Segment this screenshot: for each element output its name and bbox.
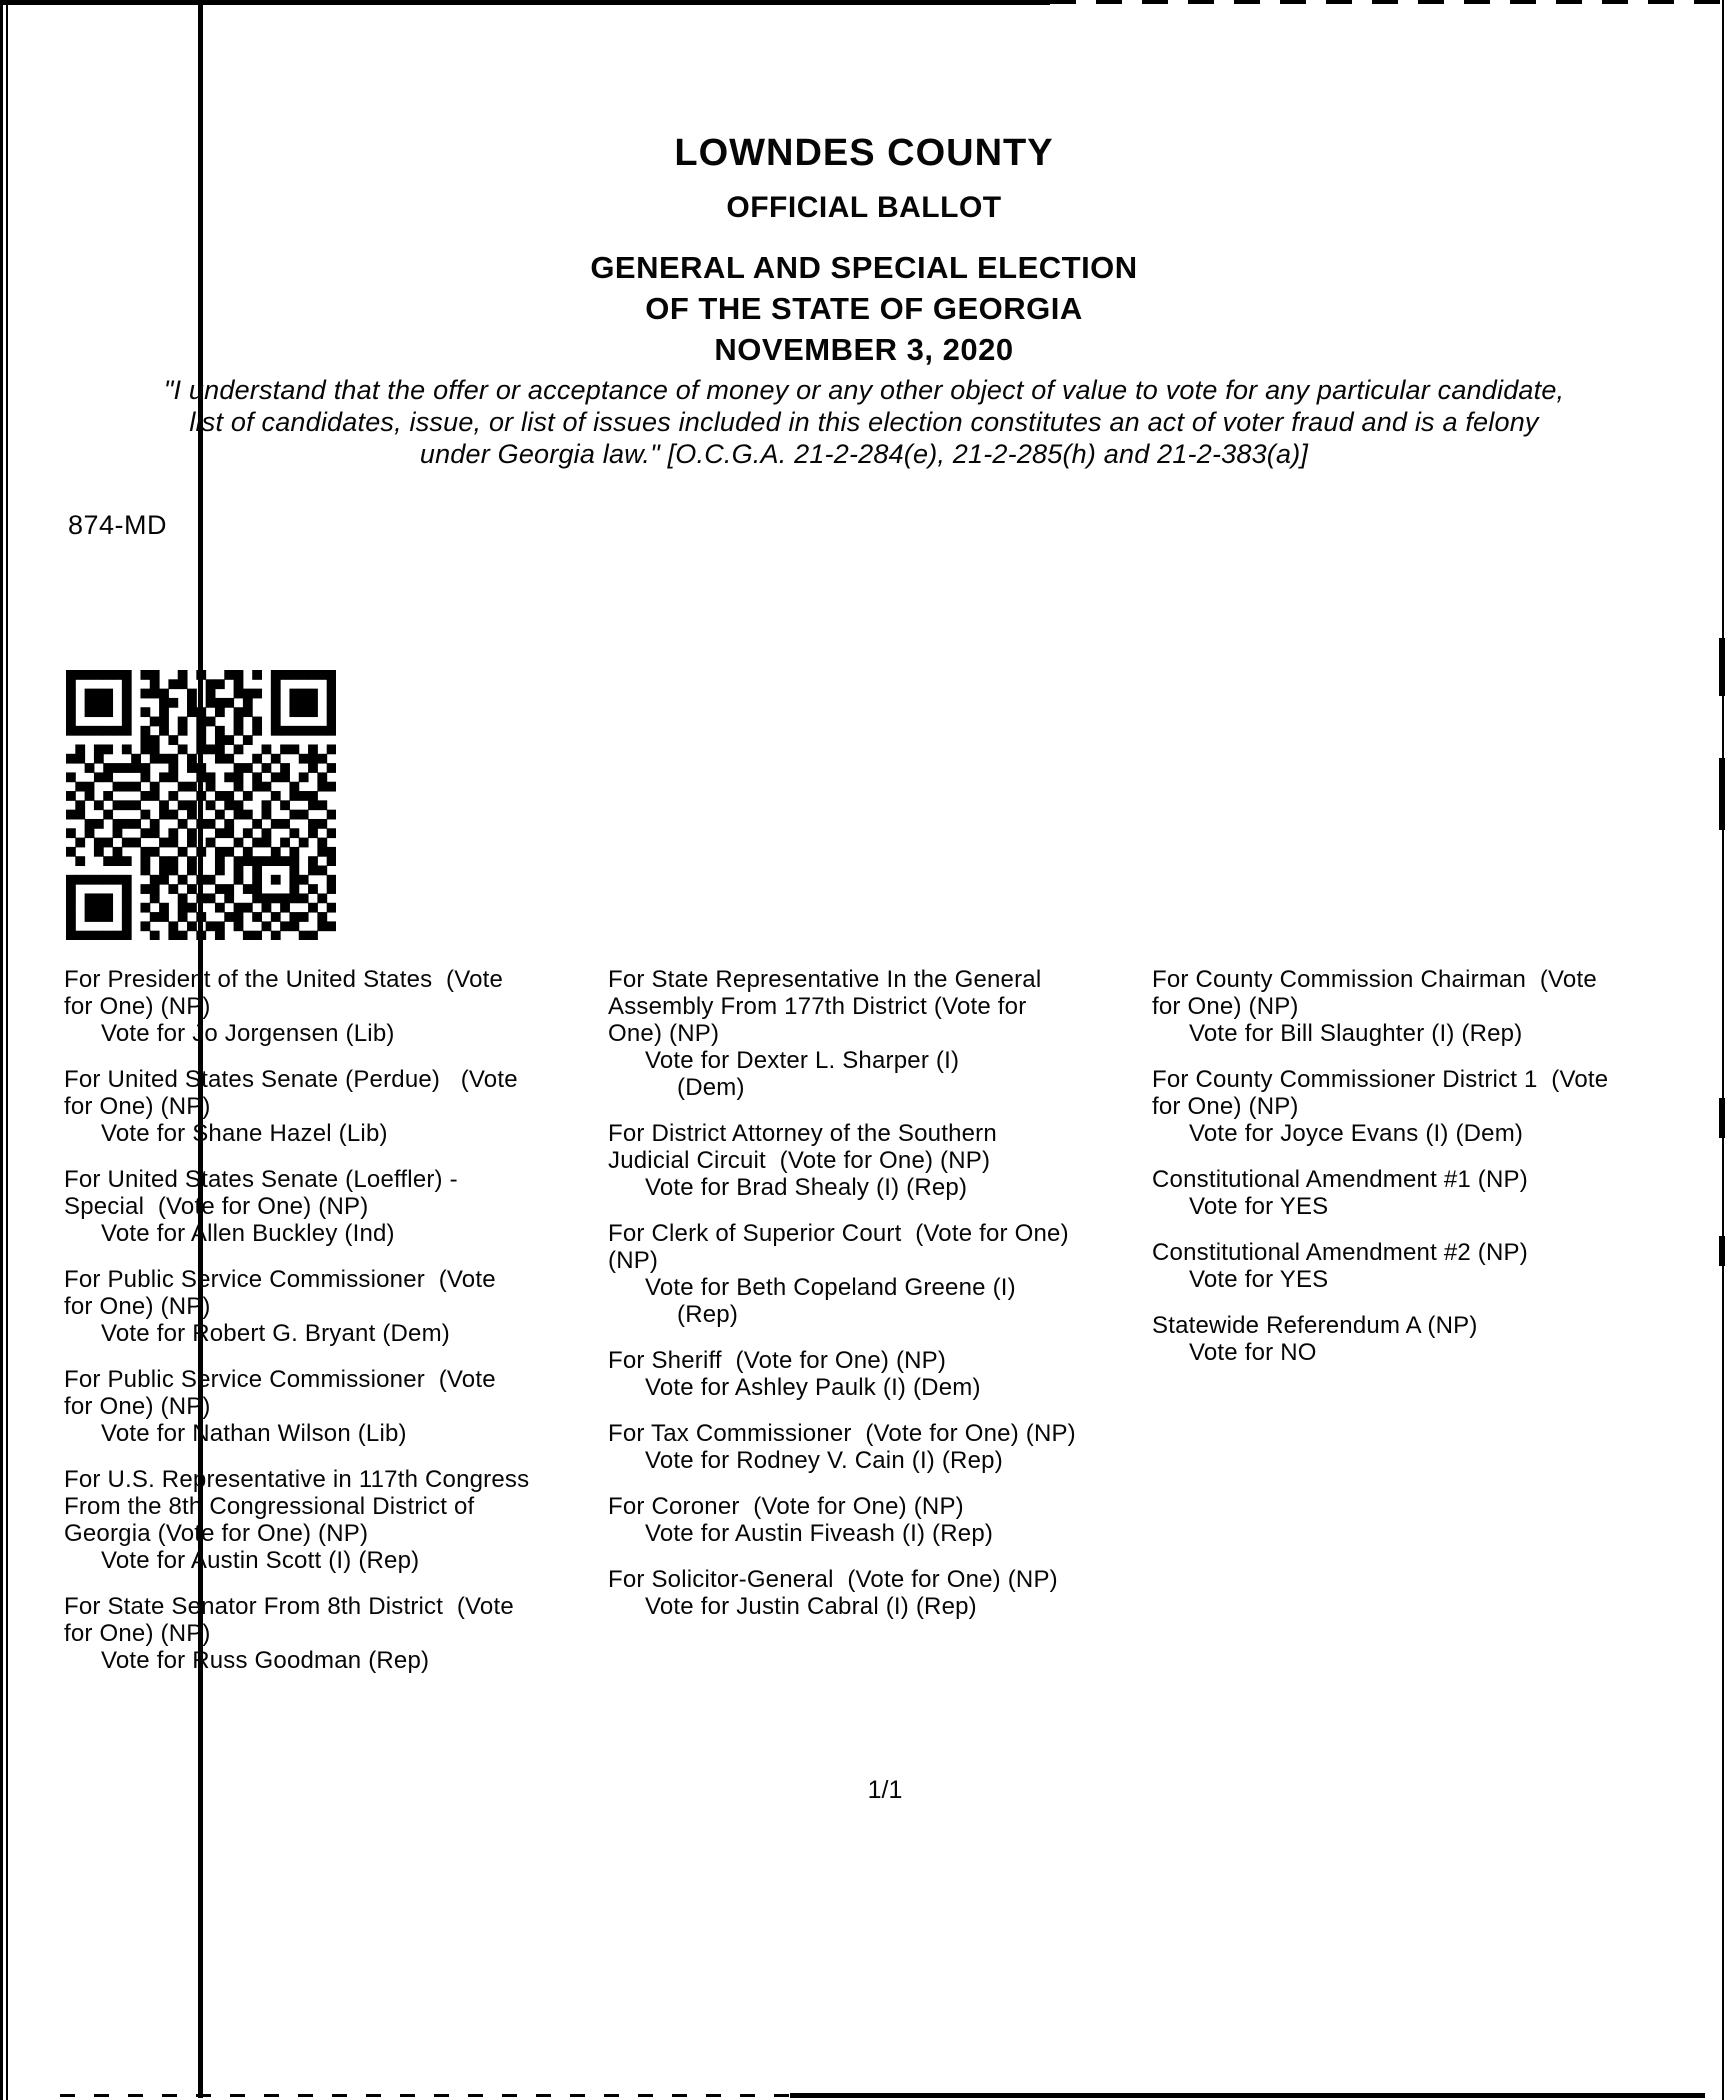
vote-selection-line: Vote for Joyce Evans (I) (Dem) — [1189, 1120, 1524, 1147]
race-title-line: (NP) — [608, 1247, 659, 1274]
race — [64, 1593, 529, 1674]
race-title-line: for One) (NP) — [1152, 1093, 1299, 1120]
race-title-line: Special (Vote for One) (NP) — [64, 1193, 369, 1220]
race — [64, 1166, 529, 1247]
race-title-line: for One) (NP) — [64, 1093, 211, 1120]
election-title-line: OF THE STATE OF GEORGIA — [645, 291, 1083, 326]
race-title-line: for One) (NP) — [1152, 993, 1299, 1020]
race-title-line: For State Senator From 8th District (Vote — [64, 1593, 514, 1620]
race — [608, 1120, 1076, 1201]
race-title-line: From the 8th Congressional District of — [64, 1493, 475, 1520]
race-title-line: Constitutional Amendment #1 (NP) — [1152, 1166, 1528, 1193]
race-title-line: For Solicitor-General (Vote for One) (NP) — [608, 1566, 1058, 1593]
election-title — [0, 247, 1728, 370]
race-title-line: Georgia (Vote for One) (NP) — [64, 1520, 369, 1547]
top-border-dashes — [1050, 0, 1728, 4]
election-title-line: NOVEMBER 3, 2020 — [714, 332, 1014, 367]
race — [1152, 1239, 1608, 1293]
vote-selection-line: (Rep) — [677, 1301, 739, 1328]
ballot-column-2 — [608, 966, 1076, 1639]
race — [64, 966, 529, 1047]
race-title-line: for One) (NP) — [64, 1393, 211, 1420]
vote-selection-line: Vote for Rodney V. Cain (I) (Rep) — [645, 1447, 1003, 1474]
vote-selection-line: (Dem) — [677, 1074, 745, 1101]
top-border-line — [0, 0, 1050, 5]
race-title-line: One) (NP) — [608, 1020, 720, 1047]
vote-selection-line: Vote for Shane Hazel (Lib) — [101, 1120, 388, 1147]
race-title-line: For United States Senate (Perdue) (Vote — [64, 1066, 518, 1093]
vote-selection-line: Vote for Beth Copeland Greene (I) — [645, 1274, 1016, 1301]
race — [1152, 1166, 1608, 1220]
vote-selection-line: Vote for Austin Scott (I) (Rep) — [101, 1547, 420, 1574]
disclaimer-line: "I understand that the offer or acceptance of money or any other object of value to vote for any particular candidate, — [163, 375, 1565, 405]
race-title-line: for One) (NP) — [64, 1620, 211, 1647]
race-title-line: For County Commissioner District 1 (Vote — [1152, 1066, 1609, 1093]
disclaimer-line: under Georgia law." [O.C.G.A. 21-2-284(e), 21-2-285(h) and 21-2-383(a)] — [419, 439, 1309, 469]
county-title: LOWNDES COUNTY — [674, 132, 1054, 174]
race-title-line: For County Commission Chairman (Vote — [1152, 966, 1597, 993]
vote-selection-line: Vote for NO — [1189, 1339, 1317, 1366]
race — [608, 966, 1076, 1101]
vote-selection-line: Vote for Ashley Paulk (I) (Dem) — [645, 1374, 981, 1401]
race — [64, 1266, 529, 1347]
ballot-column-3 — [1152, 966, 1608, 1385]
race — [608, 1220, 1076, 1328]
race-title-line: For Clerk of Superior Court (Vote for One) — [608, 1220, 1069, 1247]
vote-selection-line: Vote for Russ Goodman (Rep) — [101, 1647, 430, 1674]
right-border-mark — [1719, 758, 1725, 830]
election-title-line: GENERAL AND SPECIAL ELECTION — [590, 250, 1138, 285]
race — [1152, 1066, 1608, 1147]
vote-selection-line: Vote for Nathan Wilson (Lib) — [101, 1420, 407, 1447]
right-border-mark — [1719, 1098, 1725, 1138]
race-title-line: For District Attorney of the Southern — [608, 1120, 997, 1147]
voter-fraud-disclaimer — [30, 374, 1698, 470]
race — [64, 1466, 529, 1574]
race — [608, 1566, 1076, 1620]
page-number: 1/1 — [867, 1776, 903, 1804]
race-title-line: For U.S. Representative in 117th Congress — [64, 1466, 530, 1493]
race — [608, 1347, 1076, 1401]
right-border-mark — [1719, 638, 1725, 696]
vote-selection-line: Vote for Jo Jorgensen (Lib) — [101, 1020, 395, 1047]
bottom-border-dashes — [60, 2094, 790, 2097]
qr-code — [66, 670, 336, 940]
vote-selection-line: Vote for Allen Buckley (Ind) — [101, 1220, 395, 1247]
race — [608, 1420, 1076, 1474]
race-title-line: For Public Service Commissioner (Vote — [64, 1266, 496, 1293]
race-title-line: For United States Senate (Loeffler) - — [64, 1166, 458, 1193]
ballot-style-id: 874-MD — [68, 510, 168, 540]
vote-selection-line: Vote for Dexter L. Sharper (I) — [645, 1047, 960, 1074]
vote-selection-line: Vote for Brad Shealy (I) (Rep) — [645, 1174, 968, 1201]
race-title-line: For Public Service Commissioner (Vote — [64, 1366, 496, 1393]
race-title-line: for One) (NP) — [64, 1293, 211, 1320]
race — [1152, 966, 1608, 1047]
race-title-line: Constitutional Amendment #2 (NP) — [1152, 1239, 1528, 1266]
race — [64, 1366, 529, 1447]
race-title-line: Judicial Circuit (Vote for One) (NP) — [608, 1147, 991, 1174]
disclaimer-line: list of candidates, issue, or list of issues included in this election constitutes an act of voter fraud and is a felony — [189, 407, 1539, 437]
race-title-line: For President of the United States (Vote — [64, 966, 504, 993]
race-title-line: For State Representative In the General — [608, 966, 1042, 993]
vote-selection-line: Vote for Bill Slaughter (I) (Rep) — [1189, 1020, 1523, 1047]
race-title-line: For Coroner (Vote for One) (NP) — [608, 1493, 964, 1520]
vote-selection-line: Vote for Austin Fiveash (I) (Rep) — [645, 1520, 994, 1547]
race-title-line: for One) (NP) — [64, 993, 211, 1020]
right-border-mark — [1719, 1236, 1725, 1266]
vote-selection-line: Vote for Robert G. Bryant (Dem) — [101, 1320, 450, 1347]
race — [1152, 1312, 1608, 1366]
race — [64, 1066, 529, 1147]
vote-selection-line: Vote for YES — [1189, 1266, 1329, 1293]
vote-selection-line: Vote for Justin Cabral (I) (Rep) — [645, 1593, 977, 1620]
race-title-line: Assembly From 177th District (Vote for — [608, 993, 1027, 1020]
ballot-column-1 — [64, 966, 529, 1693]
vote-selection-line: Vote for YES — [1189, 1193, 1329, 1220]
race-title-line: For Sheriff (Vote for One) (NP) — [608, 1347, 947, 1374]
race-title-line: For Tax Commissioner (Vote for One) (NP) — [608, 1420, 1076, 1447]
race-title-line: Statewide Referendum A (NP) — [1152, 1312, 1478, 1339]
official-ballot-title: OFFICIAL BALLOT — [726, 191, 1002, 224]
race — [608, 1493, 1076, 1547]
bottom-border-line — [790, 2093, 1705, 2098]
